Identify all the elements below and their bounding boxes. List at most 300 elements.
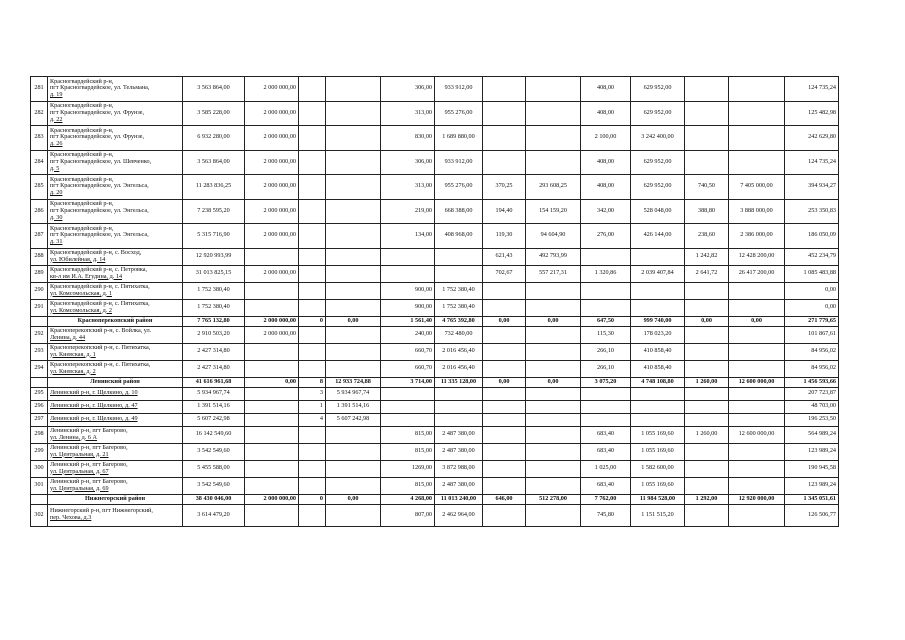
value-cell: [245, 413, 299, 426]
value-cell: 1 025,00: [581, 460, 631, 477]
address-line: Красноперекопский р-н, с. Пятихатка,: [50, 343, 151, 351]
row-number-cell: 281: [31, 77, 48, 102]
table-row: [31, 477, 839, 494]
value-cell: [483, 400, 526, 413]
value-cell: 1 260,00: [685, 377, 729, 387]
value-cell: 271 779,65: [785, 316, 839, 326]
value-cell: [526, 443, 581, 460]
value-cell: 1 260,00: [685, 426, 729, 443]
value-cell: 3 075,20: [581, 377, 631, 387]
address-cell: [48, 477, 183, 494]
value-cell: 900,00: [381, 299, 435, 316]
value-cell: [435, 400, 483, 413]
value-cell: [483, 387, 526, 400]
value-cell: 38 430 046,00: [183, 494, 245, 504]
row-number-cell: 292: [31, 326, 48, 343]
address-cell: [48, 199, 183, 224]
value-cell: [435, 265, 483, 282]
address-cell: [48, 101, 183, 126]
value-cell: 1 752 380,40: [183, 299, 245, 316]
address-cell: [48, 360, 183, 377]
value-cell: [581, 282, 631, 299]
value-cell: 2 000 000,00: [245, 224, 299, 249]
value-cell: 0: [299, 494, 326, 504]
value-cell: [299, 326, 326, 343]
value-cell: 2 016 456,40: [435, 360, 483, 377]
value-cell: 12 428 200,00: [729, 248, 785, 265]
value-cell: 0,00: [785, 299, 839, 316]
value-cell: 178 023,20: [631, 326, 685, 343]
value-cell: 999 740,00: [631, 316, 685, 326]
value-cell: [729, 460, 785, 477]
district-subtotal-row: [31, 377, 839, 387]
table-row: [31, 387, 839, 400]
value-cell: 313,00: [381, 101, 435, 126]
value-cell: [299, 460, 326, 477]
value-cell: 660,70: [381, 343, 435, 360]
value-cell: 276,00: [581, 224, 631, 249]
table-row: [31, 426, 839, 443]
value-cell: 2 487 380,00: [435, 477, 483, 494]
value-cell: [685, 413, 729, 426]
value-cell: [326, 299, 381, 316]
value-cell: 1 055 169,60: [631, 477, 685, 494]
value-cell: 313,00: [381, 175, 435, 200]
value-cell: [526, 460, 581, 477]
value-cell: 125 482,98: [785, 101, 839, 126]
address-line: Красногвардейский р-н,: [50, 175, 114, 183]
address-line: пгт Красногвардейское, ул. Фрунзе,: [50, 133, 145, 141]
value-cell: 815,00: [381, 443, 435, 460]
value-cell: [326, 77, 381, 102]
address-line: Ленинский р-н, г. Щелкино, д. 49: [50, 415, 138, 423]
value-cell: 123 989,24: [785, 477, 839, 494]
address-cell: [48, 175, 183, 200]
value-cell: 564 989,24: [785, 426, 839, 443]
address-cell: [48, 299, 183, 316]
address-cell: [48, 426, 183, 443]
value-cell: 1 085 483,88: [785, 265, 839, 282]
value-cell: [326, 426, 381, 443]
value-cell: [299, 265, 326, 282]
value-cell: 115,30: [581, 326, 631, 343]
value-cell: [526, 77, 581, 102]
value-cell: [326, 343, 381, 360]
value-cell: 745,80: [581, 504, 631, 526]
address-line: д. 26: [50, 140, 63, 148]
value-cell: [435, 248, 483, 265]
value-cell: [245, 477, 299, 494]
value-cell: [326, 199, 381, 224]
value-cell: [326, 504, 381, 526]
value-cell: [685, 504, 729, 526]
value-cell: 492 793,99: [526, 248, 581, 265]
row-number-cell: 298: [31, 426, 48, 443]
value-cell: [631, 248, 685, 265]
value-cell: [729, 443, 785, 460]
value-cell: [631, 299, 685, 316]
address-line: пгт Красногвардейское, ул. Энгельса,: [50, 206, 149, 214]
value-cell: [245, 443, 299, 460]
row-number-cell: 288: [31, 248, 48, 265]
value-cell: 1 689 880,00: [435, 126, 483, 151]
row-number-cell: [31, 377, 48, 387]
value-cell: [299, 248, 326, 265]
address-cell: [48, 387, 183, 400]
value-cell: 1 345 051,61: [785, 494, 839, 504]
value-cell: 1 456 593,66: [785, 377, 839, 387]
value-cell: 2 000 000,00: [245, 126, 299, 151]
value-cell: 124 735,24: [785, 77, 839, 102]
row-number-cell: 283: [31, 126, 48, 151]
value-cell: [299, 299, 326, 316]
value-cell: [381, 265, 435, 282]
value-cell: 7 405 000,00: [729, 175, 785, 200]
value-cell: [581, 387, 631, 400]
address-line: Ленинский р-н, г. Щелкино, д. 47: [50, 402, 138, 410]
value-cell: 219,00: [381, 199, 435, 224]
value-cell: [729, 126, 785, 151]
value-cell: [729, 400, 785, 413]
value-cell: 0,00: [326, 494, 381, 504]
value-cell: [729, 504, 785, 526]
address-line: Красногвардейский р-н, с. Восход,: [50, 248, 142, 256]
value-cell: [526, 400, 581, 413]
value-cell: [483, 413, 526, 426]
value-cell: 408,00: [581, 150, 631, 175]
address-line: Красногвардейский р-н, с. Пятихатка,: [50, 299, 150, 307]
value-cell: 48 703,00: [785, 400, 839, 413]
table-row: [31, 299, 839, 316]
value-cell: [729, 101, 785, 126]
value-cell: 2 000 000,00: [245, 326, 299, 343]
value-cell: 8: [299, 377, 326, 387]
address-line: Красногвардейский р-н,: [50, 102, 114, 110]
value-cell: 3: [299, 387, 326, 400]
value-cell: [326, 326, 381, 343]
value-cell: [381, 248, 435, 265]
value-cell: 2 000 000,00: [245, 77, 299, 102]
value-cell: 647,50: [581, 316, 631, 326]
value-cell: [326, 224, 381, 249]
table-row: [31, 126, 839, 151]
value-cell: [326, 248, 381, 265]
value-cell: [299, 360, 326, 377]
value-cell: 2 641,72: [685, 265, 729, 282]
value-cell: [299, 224, 326, 249]
value-cell: 306,00: [381, 150, 435, 175]
value-cell: 194,40: [483, 199, 526, 224]
value-cell: [245, 460, 299, 477]
value-cell: [245, 248, 299, 265]
value-cell: [483, 150, 526, 175]
value-cell: 342,00: [581, 199, 631, 224]
value-cell: 557 217,31: [526, 265, 581, 282]
address-cell: [48, 126, 183, 151]
value-cell: 2 000 000,00: [245, 150, 299, 175]
row-number-cell: 299: [31, 443, 48, 460]
value-cell: 2 462 964,00: [435, 504, 483, 526]
value-cell: 11 984 528,00: [631, 494, 685, 504]
address-line: д. 30: [50, 213, 63, 221]
value-cell: 3 872 988,00: [435, 460, 483, 477]
value-cell: 2 000 000,00: [245, 265, 299, 282]
value-cell: 31 013 825,15: [183, 265, 245, 282]
value-cell: [483, 326, 526, 343]
value-cell: [483, 360, 526, 377]
row-number-cell: 297: [31, 413, 48, 426]
value-cell: 2 000 000,00: [245, 199, 299, 224]
address-line: Красногвардейский р-н,: [50, 77, 114, 85]
table-row: [31, 413, 839, 426]
value-cell: 293 608,25: [526, 175, 581, 200]
table-row: [31, 265, 839, 282]
value-cell: 5 607 242,98: [326, 413, 381, 426]
value-cell: [581, 413, 631, 426]
address-line: пгт Красногвардейское, ул. Фрунзе,: [50, 108, 145, 116]
value-cell: [526, 299, 581, 316]
value-cell: 683,40: [581, 477, 631, 494]
row-number-cell: 289: [31, 265, 48, 282]
value-cell: [245, 387, 299, 400]
address-cell: [48, 413, 183, 426]
address-line: Ленинский р-н, пгт Багерово,: [50, 477, 128, 485]
value-cell: [299, 77, 326, 102]
value-cell: 408 968,00: [435, 224, 483, 249]
address-line: ул. Комсомольская, д. 1: [50, 289, 112, 297]
table-row: [31, 224, 839, 249]
value-cell: 1 320,86: [581, 265, 631, 282]
address-line: ул. Киевская, д. 2: [50, 367, 96, 375]
value-cell: 394 934,27: [785, 175, 839, 200]
address-line: Ленинский р-н, пгт Багерово,: [50, 426, 128, 434]
value-cell: 7 238 595,20: [183, 199, 245, 224]
table-row: [31, 101, 839, 126]
value-cell: 2 910 503,20: [183, 326, 245, 343]
value-cell: [729, 477, 785, 494]
value-cell: 12 600 000,00: [729, 426, 785, 443]
value-cell: 266,10: [581, 360, 631, 377]
address-line: Красногвардейский р-н, с. Пятихатка,: [50, 282, 150, 290]
value-cell: 238,60: [685, 224, 729, 249]
value-cell: [526, 101, 581, 126]
value-cell: [299, 504, 326, 526]
address-cell: [48, 265, 183, 282]
value-cell: [526, 326, 581, 343]
address-cell: [48, 443, 183, 460]
value-cell: 186 050,09: [785, 224, 839, 249]
value-cell: 3 888 000,00: [729, 199, 785, 224]
value-cell: 815,00: [381, 477, 435, 494]
value-cell: 7 765 132,80: [183, 316, 245, 326]
value-cell: [685, 299, 729, 316]
value-cell: [483, 282, 526, 299]
address-cell: [48, 248, 183, 265]
row-number-cell: [31, 494, 48, 504]
value-cell: [729, 150, 785, 175]
address-line: пгт Красногвардейское, ул. Тельмана,: [50, 84, 150, 92]
value-cell: 3 614 479,20: [183, 504, 245, 526]
value-cell: [245, 343, 299, 360]
table-row: [31, 400, 839, 413]
value-cell: 2 487 380,00: [435, 426, 483, 443]
value-cell: 732 480,00: [435, 326, 483, 343]
value-cell: 702,67: [483, 265, 526, 282]
value-cell: 2 100,00: [581, 126, 631, 151]
value-cell: 629 952,00: [631, 175, 685, 200]
value-cell: 0,00: [326, 316, 381, 326]
value-cell: 1 151 515,20: [631, 504, 685, 526]
value-cell: [685, 387, 729, 400]
value-cell: 408,00: [581, 101, 631, 126]
value-cell: [526, 413, 581, 426]
row-number-cell: 296: [31, 400, 48, 413]
value-cell: [631, 413, 685, 426]
value-cell: 12 920 000,00: [729, 494, 785, 504]
value-cell: 740,50: [685, 175, 729, 200]
value-cell: 5 934 967,74: [183, 387, 245, 400]
value-cell: 5 607 242,98: [183, 413, 245, 426]
value-cell: [526, 150, 581, 175]
value-cell: 955 276,00: [435, 175, 483, 200]
value-cell: 933 912,00: [435, 77, 483, 102]
table-row: [31, 248, 839, 265]
value-cell: 1 752 380,40: [435, 282, 483, 299]
address-cell: [48, 150, 183, 175]
value-cell: [581, 400, 631, 413]
value-cell: 426 144,00: [631, 224, 685, 249]
value-cell: 3 585 228,00: [183, 101, 245, 126]
value-cell: 123 989,24: [785, 443, 839, 460]
value-cell: [526, 387, 581, 400]
district-subtotal-row: [31, 316, 839, 326]
address-line: Ленинский р-н, пгт Багерово,: [50, 460, 128, 468]
value-cell: 1 391 514,16: [326, 400, 381, 413]
value-cell: [685, 343, 729, 360]
value-cell: 0,00: [785, 282, 839, 299]
value-cell: 196 253,50: [785, 413, 839, 426]
value-cell: 12 933 724,88: [326, 377, 381, 387]
value-cell: 3 563 864,00: [183, 77, 245, 102]
row-number-cell: 285: [31, 175, 48, 200]
value-cell: 16 142 549,60: [183, 426, 245, 443]
row-number-cell: 286: [31, 199, 48, 224]
address-line: ул. Центральная, д. 67: [50, 467, 109, 475]
value-cell: 1 582 600,00: [631, 460, 685, 477]
address-line: ул. Ленина, д. 6 А: [50, 433, 98, 441]
value-cell: 2 000 000,00: [245, 175, 299, 200]
district-name: Красноперекопский район: [48, 316, 183, 326]
value-cell: 0,00: [526, 377, 581, 387]
value-cell: [729, 343, 785, 360]
value-cell: [483, 460, 526, 477]
value-cell: 154 159,20: [526, 199, 581, 224]
value-cell: [685, 443, 729, 460]
value-cell: 2 487 380,00: [435, 443, 483, 460]
value-cell: [729, 282, 785, 299]
address-cell: [48, 326, 183, 343]
row-number-cell: 295: [31, 387, 48, 400]
value-cell: [483, 77, 526, 102]
value-cell: [526, 426, 581, 443]
value-cell: 84 956,02: [785, 343, 839, 360]
value-cell: [631, 387, 685, 400]
row-number-cell: 287: [31, 224, 48, 249]
value-cell: 408,00: [581, 175, 631, 200]
value-cell: [326, 282, 381, 299]
table-body: [31, 77, 839, 527]
value-cell: 5 455 588,00: [183, 460, 245, 477]
value-cell: [483, 477, 526, 494]
value-cell: [483, 101, 526, 126]
district-subtotal-row: [31, 494, 839, 504]
value-cell: [685, 400, 729, 413]
value-cell: [685, 282, 729, 299]
value-cell: 807,00: [381, 504, 435, 526]
value-cell: [245, 282, 299, 299]
row-number-cell: 293: [31, 343, 48, 360]
value-cell: [326, 460, 381, 477]
value-cell: 3 714,00: [381, 377, 435, 387]
value-cell: 12 600 000,00: [729, 377, 785, 387]
row-number-cell: [31, 316, 48, 326]
value-cell: 512 278,00: [526, 494, 581, 504]
value-cell: 388,80: [685, 199, 729, 224]
value-cell: [326, 126, 381, 151]
value-cell: [483, 299, 526, 316]
address-line: д. 19: [50, 91, 63, 99]
district-name: Нижнегорский район: [48, 494, 183, 504]
value-cell: [581, 299, 631, 316]
address-line: д. 31: [50, 238, 63, 246]
value-cell: 119,30: [483, 224, 526, 249]
value-cell: 933 912,00: [435, 150, 483, 175]
value-cell: [245, 400, 299, 413]
value-cell: 830,00: [381, 126, 435, 151]
value-cell: 3 563 864,00: [183, 150, 245, 175]
value-cell: 452 234,79: [785, 248, 839, 265]
address-line: Красногвардейский р-н,: [50, 200, 114, 208]
address-line: Красноперекопский р-н, с. Пятихатка,: [50, 360, 151, 368]
value-cell: [299, 101, 326, 126]
value-cell: 410 858,40: [631, 360, 685, 377]
value-cell: 408,00: [581, 77, 631, 102]
value-cell: 2 427 314,80: [183, 343, 245, 360]
value-cell: [631, 400, 685, 413]
value-cell: 668 388,00: [435, 199, 483, 224]
value-cell: [381, 413, 435, 426]
value-cell: 2 386 000,00: [729, 224, 785, 249]
table-row: [31, 77, 839, 102]
value-cell: 621,43: [483, 248, 526, 265]
value-cell: 528 048,00: [631, 199, 685, 224]
value-cell: 629 952,00: [631, 101, 685, 126]
address-line: Красногвардейский р-н, с. Петровка,: [50, 265, 148, 273]
value-cell: 1 752 380,40: [183, 282, 245, 299]
value-cell: [685, 150, 729, 175]
value-cell: 0,00: [526, 316, 581, 326]
address-cell: [48, 343, 183, 360]
value-cell: 2 427 314,80: [183, 360, 245, 377]
row-number-cell: 302: [31, 504, 48, 526]
value-cell: [245, 360, 299, 377]
value-cell: [526, 477, 581, 494]
value-cell: 815,00: [381, 426, 435, 443]
value-cell: 126 506,77: [785, 504, 839, 526]
value-cell: [526, 126, 581, 151]
address-line: Красногвардейский р-н,: [50, 126, 114, 134]
table-row: [31, 343, 839, 360]
